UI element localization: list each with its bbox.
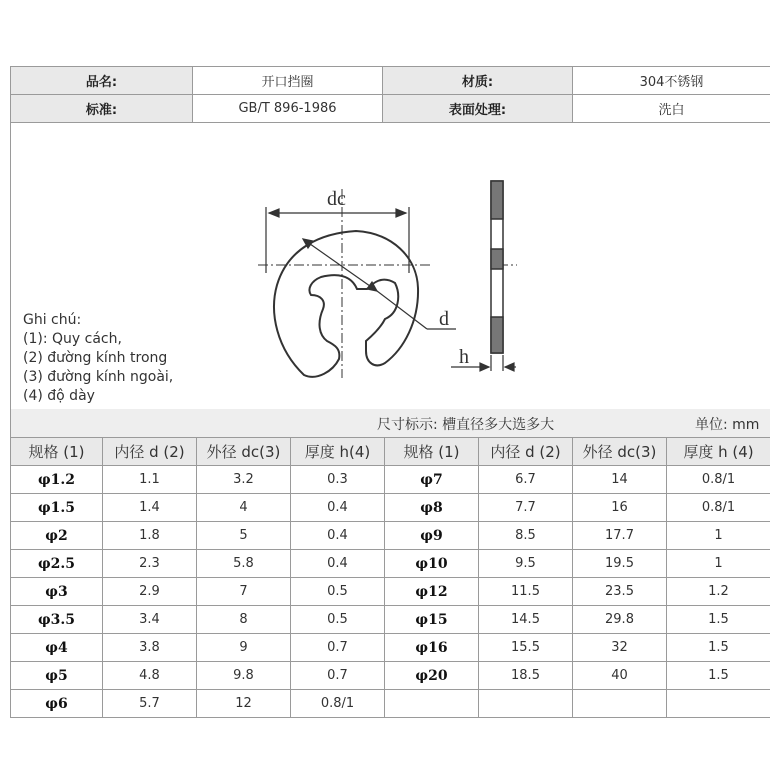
standard-label: 标准: [11,95,193,123]
inner-diameter-cell: 3.4 [103,606,197,634]
table-row [11,578,770,606]
thickness-cell: 0.7 [291,662,385,690]
spec-size-cell: φ15 [385,606,479,634]
inner-diameter-cell: 1.1 [103,466,197,494]
center-lines [258,189,517,378]
outer-diameter-cell: 17.7 [573,522,667,550]
outer-diameter-cell: 16 [573,494,667,522]
spec-size-cell: φ2.5 [11,550,103,578]
thickness-cell: 0.7 [291,634,385,662]
spec-size-cell: φ8 [385,494,479,522]
outer-diameter-cell: 4 [197,494,291,522]
spec-size-cell: φ3 [11,578,103,606]
spec-table-body [11,466,770,718]
notes-title: Ghi chú: [23,312,82,328]
thickness-cell: 0.4 [291,550,385,578]
outer-diameter-cell: 9.8 [197,662,291,690]
info-row [11,67,770,95]
h-label: h [459,346,469,368]
outer-diameter-cell: 19.5 [573,550,667,578]
header-outer-diameter: 外径 dc(3) [197,438,291,466]
outer-diameter-cell: 29.8 [573,606,667,634]
thickness-cell: 0.5 [291,578,385,606]
inner-diameter-cell: 4.8 [103,662,197,690]
spec-sheet [10,66,770,718]
outer-diameter-cell: 5 [197,522,291,550]
surface-value: 洗白 [573,95,770,123]
inner-diameter-cell: 2.9 [103,578,197,606]
material-label: 材质: [383,67,573,95]
spec-size-cell: φ6 [11,690,103,718]
spec-size-cell: φ10 [385,550,479,578]
outer-diameter-cell: 14 [573,466,667,494]
outer-diameter-cell: 32 [573,634,667,662]
unit-label: 单位: mm [695,417,760,433]
size-note: 尺寸标示: 槽直径多大选多大 [377,417,555,433]
inner-diameter-cell: 9.5 [479,550,573,578]
spec-size-cell: φ1.5 [11,494,103,522]
spec-size-cell: φ12 [385,578,479,606]
note-line: (1): Quy cách, [23,331,122,347]
table-row [11,466,770,494]
outer-diameter-cell: 7 [197,578,291,606]
e-clip-outline [274,231,418,377]
spec-size-cell: φ5 [11,662,103,690]
standard-value: GB/T 896-1986 [193,95,383,123]
spec-size-cell: φ2 [11,522,103,550]
inner-diameter-cell [479,690,573,718]
table-row [11,550,770,578]
inner-diameter-cell: 14.5 [479,606,573,634]
outer-diameter-cell: 9 [197,634,291,662]
table-row [11,634,770,662]
header-spec: 规格 (1) [11,438,103,466]
header-inner-diameter: 内径 d (2) [103,438,197,466]
table-row [11,606,770,634]
inner-diameter-cell: 1.8 [103,522,197,550]
inner-diameter-cell: 6.7 [479,466,573,494]
inner-diameter-cell: 1.4 [103,494,197,522]
thickness-cell: 0.4 [291,494,385,522]
product-info-table [10,66,770,123]
header-inner-diameter: 内径 d (2) [479,438,573,466]
spec-size-cell: φ1.2 [11,466,103,494]
spec-size-cell: φ4 [11,634,103,662]
spec-table [10,437,770,718]
dc-label: dc [327,188,346,210]
thickness-cell: 1.5 [667,662,770,690]
spec-size-cell: φ3.5 [11,606,103,634]
thickness-cell: 0.5 [291,606,385,634]
note-line: (4) độ dày [23,388,95,404]
d-label: d [439,308,449,330]
spec-size-cell: φ9 [385,522,479,550]
name-label: 品名: [11,67,193,95]
spec-size-cell: φ20 [385,662,479,690]
header-thickness: 厚度 h(4) [291,438,385,466]
inner-diameter-cell: 18.5 [479,662,573,690]
material-value: 304不锈钢 [573,67,770,95]
outer-diameter-cell [573,690,667,718]
notes-block [23,311,173,406]
thickness-cell: 0.8/1 [667,466,770,494]
table-row [11,690,770,718]
spec-header-row [11,438,770,466]
outer-diameter-cell: 3.2 [197,466,291,494]
inner-diameter-cell: 15.5 [479,634,573,662]
table-row [11,494,770,522]
side-view [491,181,503,353]
thickness-cell: 1.5 [667,634,770,662]
thickness-cell: 1.5 [667,606,770,634]
thickness-cell: 1 [667,550,770,578]
inner-diameter-cell: 11.5 [479,578,573,606]
header-spec: 规格 (1) [385,438,479,466]
table-row [11,662,770,690]
note-line: (2) đường kính trong [23,350,168,366]
caption-row [10,409,770,437]
outer-diameter-cell: 8 [197,606,291,634]
info-row [11,95,770,123]
thickness-cell: 1 [667,522,770,550]
name-value: 开口挡圈 [193,67,383,95]
spec-size-cell: φ7 [385,466,479,494]
thickness-cell: 0.3 [291,466,385,494]
outer-diameter-cell: 40 [573,662,667,690]
thickness-cell: 0.4 [291,522,385,550]
spec-size-cell: φ16 [385,634,479,662]
thickness-cell: 1.2 [667,578,770,606]
d-dimension [303,239,456,329]
header-thickness: 厚度 h (4) [667,438,770,466]
inner-diameter-cell: 8.5 [479,522,573,550]
surface-label: 表面处理: [383,95,573,123]
thickness-cell: 0.8/1 [291,690,385,718]
inner-diameter-cell: 2.3 [103,550,197,578]
thickness-cell [667,690,770,718]
table-row [11,522,770,550]
outer-diameter-cell: 23.5 [573,578,667,606]
inner-diameter-cell: 5.7 [103,690,197,718]
outer-diameter-cell: 12 [197,690,291,718]
note-line: (3) đường kính ngoài, [23,369,174,385]
outer-diameter-cell: 5.8 [197,550,291,578]
spec-size-cell [385,690,479,718]
technical-drawing [10,123,770,409]
inner-diameter-cell: 7.7 [479,494,573,522]
inner-diameter-cell: 3.8 [103,634,197,662]
thickness-cell: 0.8/1 [667,494,770,522]
header-outer-diameter: 外径 dc(3) [573,438,667,466]
